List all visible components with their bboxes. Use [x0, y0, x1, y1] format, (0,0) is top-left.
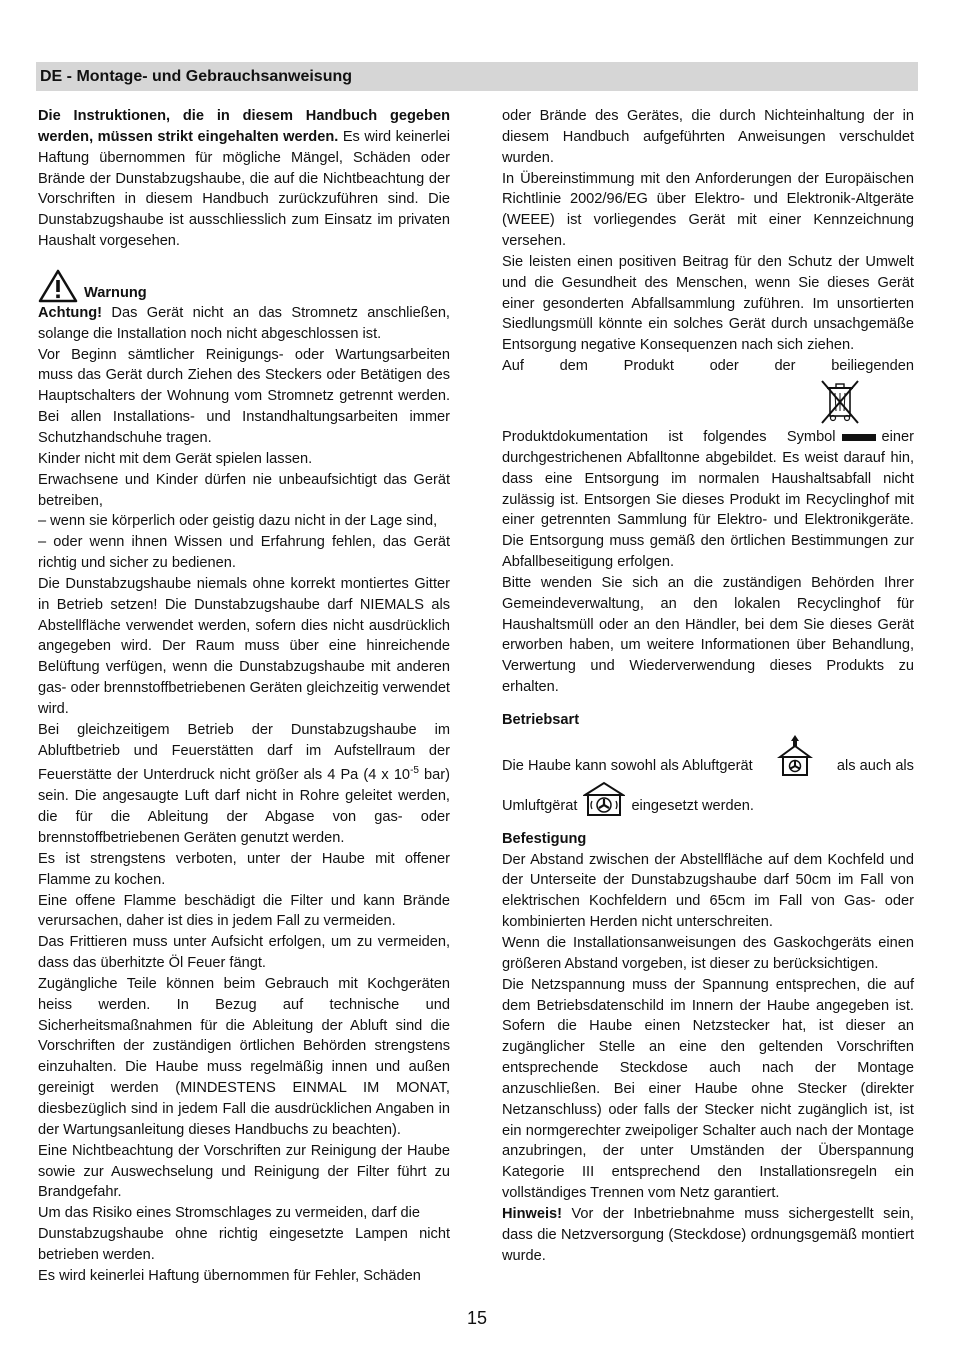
left-column: [38, 106, 450, 1287]
word: der: [774, 358, 796, 375]
paragraph: Erwachsene und Kinder dürfen nie unbeaufsichtigt das Gerät betreiben,: [38, 471, 450, 509]
weee-intro-line: [502, 356, 914, 377]
section-header: [36, 62, 918, 91]
warning-heading: [38, 269, 450, 303]
paragraph: Sie leisten einen positiven Beitrag für den Schutz der Umwelt und die Gesundheit des Menschen, wenn Sie dieses Gerät einer gesonderten Abfallsammlung zuführen. Im unsortierten Siedlungsmüll könnte ein solches Gerät durch unsachgemäße Entsorgung negative Konsequenzen nach sich ziehen.: [502, 253, 914, 354]
intro-paragraph: [38, 106, 450, 252]
word: beiliegenden: [831, 358, 914, 375]
paragraph: Um das Risiko eines Stromschlages zu vermeiden, darf die: [38, 1205, 421, 1222]
paragraph: In Übereinstimmung mit den Anforderungen der Europäischen Richtlinie 2002/96/EG über Elektro- und Elektronik-Altgeräte (WEEE) ist vorliegendes Gerät mit einer Kennzeichnung versehen.: [502, 170, 914, 250]
mode-text-c: Umluftgërat: [502, 797, 578, 814]
word: Produkt: [623, 358, 674, 375]
hinweis-text: Vor der Inbetriebnahme muss sichergestellt sein, dass die Netzversorgung (Steckdose) ordnungsgemäß montiert wurde.: [502, 1205, 914, 1264]
hinweis-label: Hinweis!: [502, 1205, 563, 1222]
paragraph: Dunstabzugshaube ohne richtig eingesetzte Lampen nicht betrieben werden.: [38, 1226, 450, 1263]
hinweis-paragraph: [502, 1204, 914, 1267]
recirculation-mode-icon: [583, 781, 625, 817]
mode-line-2: [502, 781, 914, 817]
page-number: 15: [466, 1308, 488, 1328]
achtung-label: Achtung!: [38, 304, 103, 321]
pressure-text-b: bar) sein. Die angesaugte Luft darf nicht in Rohre geleitet werden, die für die Ableitung der Abgase von gas- oder brennstoffbetriebenen Geräten genutzt werden.: [38, 767, 451, 846]
paragraph: oder Brände des Gerätes, die durch Nichteinhaltung der in diesem Handbuch aufgeführten Anweisungen verschuldet wurden.: [502, 108, 914, 166]
achtung-text: Das Gerät nicht an das Stromnetz anschließen, solange die Installation noch nicht abgeschlossen ist.: [38, 304, 450, 342]
paragraph: Kinder nicht mit dem Gerät spielen lassen.: [38, 450, 313, 467]
paragraph: Eine Nichtbeachtung der Vorschriften zur Reinigung der Haube sowie zur Auswechselung und Reinigung der Filter führt zu Brandgefahr.: [38, 1142, 450, 1201]
word: Auf: [502, 358, 524, 375]
paragraph: Die Dunstabzugshaube niemals ohne korrekt montiertes Gitter in Betrieb setzen! Die Dunstabzugshaube darf NIEMALS als Abstellfläche verwendet werden, sofern dies nicht ausdrücklich angegeben wird. Der Raum muss über eine hinreichende Belüftung verfügen, wenn die Dunstabzugshaube mit anderen gas- oder brennstoffbetriebenen Geräten gleichzeitig verwendet wird.: [38, 575, 450, 717]
paragraph: Zugängliche Teile können beim Gebrauch mit Kochgeräten heiss werden. In Bezug auf technische und Sicherheitsmaßnahmen für die Ableitung der Abluft sind die Vorschriften der zuständigen örtlichen Behörden strengstens einzuhalten. Die Haube muss regelmäßig innen und außen gereinigt werden (MINDESTENS EINMAL IM MONAT, diesbezüglich sind in jedem Fall die ausdrücklichen Angaben in der Wartungsanleitung dieses Handbuchs zu beachten).: [38, 975, 450, 1138]
paragraph: Das Frittieren muss unter Aufsicht erfolgen, um zu vermeiden, dass das überhitzte Öl Feuer fängt.: [38, 934, 450, 972]
paragraph: Vor Beginn sämtlicher Reinigungs- oder Wartungsarbeiten muss das Gerät durch Ziehen des Steckers oder Betätigen des Hauptschalters der Wohnung vom Stromnetz getrennt werden. Bei allen Installations- und Instandhaltungsarbeiten immer Schutzhandschuhe tragen.: [38, 346, 450, 446]
weee-bin-icon: [818, 379, 862, 425]
pressure-text-a: Bei gleichzeitigem Betrieb der Dunstabzugshaube im Abluftbetrieb und Feuerstätten darf im Aufstellraum der Feuerstätte der Unterdruck nicht größer als 4 Pa (4 x 10: [38, 721, 450, 784]
word: oder: [709, 358, 739, 375]
paragraph: Es ist strengstens verboten, unter der Haube mit offener Flamme zu kochen.: [38, 850, 450, 888]
word: dem: [559, 358, 588, 375]
warning-title: Warnung: [84, 284, 147, 301]
paragraph: – wenn sie körperlich oder geistig dazu nicht in der Lage sind,: [38, 513, 438, 530]
weee-bar-icon: [842, 434, 876, 441]
extraction-mode-icon: [777, 733, 813, 777]
pressure-exponent: -5: [410, 765, 419, 777]
paragraph: Es wird keinerlei Haftung übernommen für Fehler, Schäden: [38, 1267, 421, 1284]
mode-text-d: eingesetzt werden.: [631, 797, 754, 814]
section-title-betriebsart: Betriebsart: [502, 711, 580, 728]
paragraph: Wenn die Installationsanweisungen des Gaskochgeräts einen größeren Abstand vorgeben, ist dieser zu berücksichtigen.: [502, 935, 914, 972]
paragraph-pressure: [38, 720, 450, 849]
warning-triangle-icon: [38, 269, 78, 303]
intro-text: Es wird keinerlei Haftung übernommen für mögliche Mängel, Schäden oder Brände der Dunstabzugshaube, die auf die Nichtbeachtung der Vorschriften in diesem Handbuch zurückzuführen sind. Die Dunstabzugshaube ist ausschliesslich zum Einsatz im privaten Haushalt vorgesehen.: [38, 128, 450, 250]
mode-text-b: als auch als: [836, 757, 914, 774]
weee-text-b: einer durchgestrichenen Abfalltonne abgebildet. Es weist darauf hin, dass eine Entsorgung im normalen Haushaltsabfall nicht zulässig ist. Entsorgen Sie dieses Produkt im Recyclinghof mit einer getrennten Sammlung für Elektro- und Elektronikgeräte. Die Entsorgung muss gemäß den örtlichen Bestimmungen zur Abfallbeseitigung erfolgen.: [502, 428, 914, 571]
intro-bold: Die Instruktionen, die in diesem Handbuch gegeben werden, müssen strikt eingehalten werden.: [38, 108, 450, 145]
right-column: [502, 106, 914, 1267]
weee-paragraph: [502, 427, 914, 573]
mode-line-1: [502, 733, 914, 777]
paragraph: Eine offene Flamme beschädigt die Filter und kann Brände verursachen, daher ist dies in jedem Fall zu vermeiden.: [38, 892, 450, 930]
paragraph: Der Abstand zwischen der Abstellfläche auf dem Kochfeld und der Unterseite der Dunstabzugshaube darf 50cm im Fall von elektrischen Kochfeldern und 65cm im Fall von Gas- oder kombinierten Herden nicht unterschreiten.: [502, 851, 914, 931]
paragraph: Die Netzspannung muss der Spannung entsprechen, die auf dem Betriebsdatenschild im Innern der Haube angegeben ist. Sofern die Haube einen Netzstecker hat, ist dieser an zugänglicher Stelle an eine den geltenden Vorschriften entsprechende Steckdose auch nach der Montage anzuschließen. Bei einer Haube ohne Stecker (direkter Netzanschluss) oder falls der Stecker nicht zugänglich ist, ist ein normgerechter zweipoliger Schalter auch nach der Montage anzubringen, der unter Umständen der Überspannung Kategorie III entsprechend den Installationsregeln ein vollständiges Trennen vom Netz garantiert.: [502, 976, 914, 1202]
paragraph: Bitte wenden Sie sich an die zuständigen Behörden Ihrer Gemeindeverwaltung, an den lokalen Recyclinghof für Haushaltsmüll oder an den Händler, bei dem Sie dieses Gerät erworben haben, um weitere Informationen über Behandlung, Verwertung und Wiederverwendung dieses Produkts zu erhalten.: [502, 574, 914, 696]
section-title-befestigung: Befestigung: [502, 830, 587, 847]
mode-text-a: Die Haube kann sowohl als Abluftgerät: [502, 757, 753, 774]
achtung-paragraph: [38, 303, 450, 345]
weee-text-a: Produktdokumentation ist folgendes Symbol: [502, 428, 836, 445]
page-title: DE - Montage- und Gebrauchsanweisung: [40, 68, 353, 85]
weee-symbol-area: [502, 377, 914, 427]
paragraph: – oder wenn ihnen Wissen und Erfahrung fehlen, das Gerät richtig und sicher zu bedienen.: [38, 534, 450, 572]
